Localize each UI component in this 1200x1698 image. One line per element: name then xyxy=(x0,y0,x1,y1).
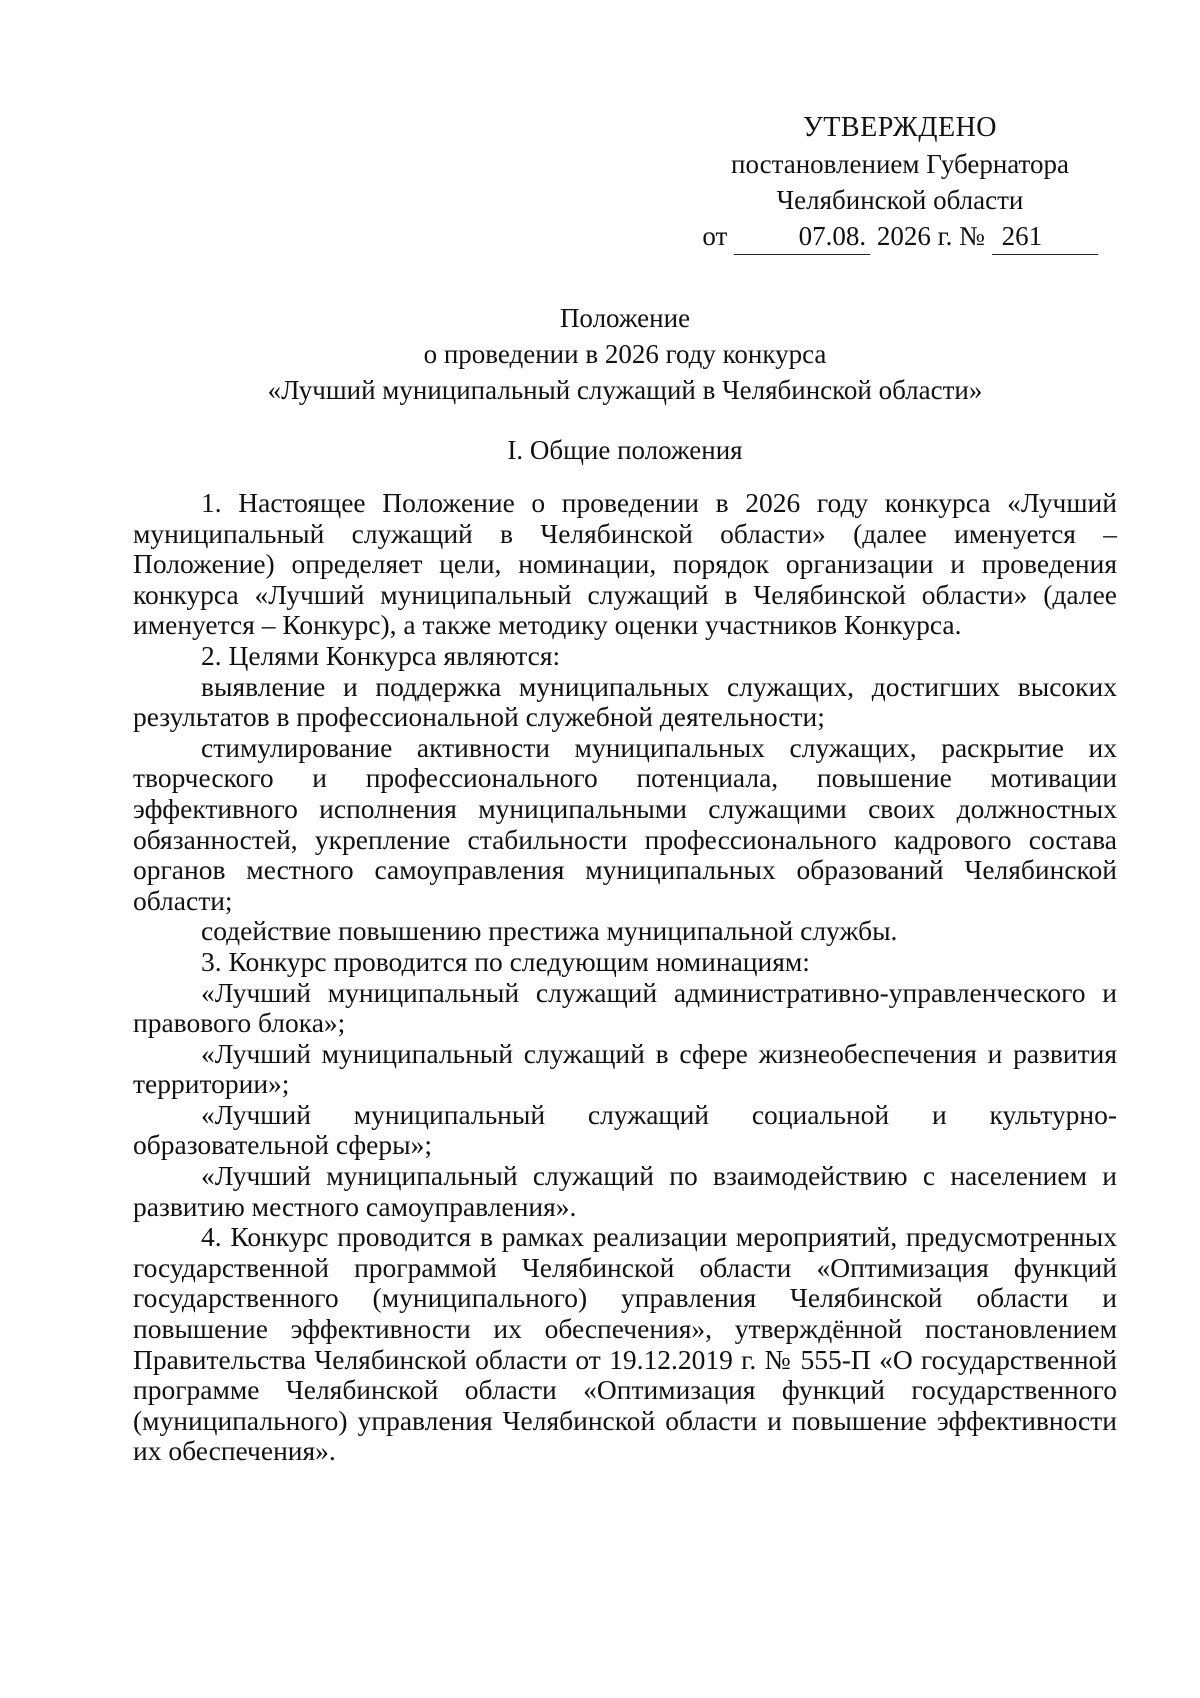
title-line-1: Положение xyxy=(559,303,691,333)
approval-number: 261 xyxy=(992,218,1098,255)
paragraph-goal-2: стимулирование активности муниципальных служащих, раскрытие их творческого и профессионального потенциала, повышение мотивации эффективного исполнения муниципальными служащими своих должностных обязанностей, укрепление стабильности профессионального кадрового состава органов местного самоуправления муниципальных образований Челябинской области; xyxy=(133,731,1117,916)
paragraph-2: 2. Целями Конкурса являются: xyxy=(201,639,561,671)
paragraph-goal-3: содействие повышению престижа муниципальной службы. xyxy=(201,915,898,947)
document-title xyxy=(130,300,1120,408)
title-line-3: «Лучший муниципальный служащий в Челябинской области» xyxy=(267,375,983,405)
approval-stamp-block xyxy=(700,110,1100,255)
approval-number-sign: № xyxy=(959,221,985,251)
approval-date: 07.08. xyxy=(734,218,870,255)
section-heading: I. Общие положения xyxy=(507,435,743,465)
paragraph-1: 1. Настоящее Положение о проведении в 2026 году конкурса «Лучший муниципальный служащий в Челябинской области» (далее именуется – Положение) определяет цели, номинации, порядок организации и проведения конкурса «Лучший муниципальный служащий в Челябинской области» (далее именуется – Конкурс), а также методику оценки участников Конкурса. xyxy=(133,487,1117,641)
paragraph-nomination-2: «Лучший муниципальный служащий в сфере жизнеобеспечения и развития территории»; xyxy=(133,1037,1117,1100)
paragraph-nomination-4: «Лучший муниципальный служащий по взаимодействию с населением и развитию местного самоуправления». xyxy=(133,1160,1117,1222)
approval-year: 2026 г. xyxy=(876,221,953,251)
approval-from-label: от xyxy=(702,221,728,251)
paragraph-goal-1: выявление и поддержка муниципальных служащих, достигших высоких результатов в профессиональной служебной деятельности; xyxy=(133,670,1117,733)
paragraph-3: 3. Конкурс проводится по следующим номинациям: xyxy=(201,945,810,977)
approval-title: УТВЕРЖДЕНО xyxy=(802,112,998,143)
paragraph-4: 4. Конкурс проводится в рамках реализации мероприятий, предусмотренных государственной программой Челябинской области «Оптимизация функций государственного (муниципального) управления Челябинской области и повышение эффективности их обеспечения», утверждённой постановлением Правительства Челябинской области от 19.12.2019 г. № 555-П «О государственной программе Челябинской области «Оптимизация функций государственного (муниципального) управления Челябинской области и повышение эффективности их обеспечения». xyxy=(133,1221,1117,1467)
title-line-2: о проведении в 2026 году конкурса xyxy=(423,339,827,369)
document-body xyxy=(133,488,1117,1467)
approval-line-decree: постановлением Губернатора xyxy=(731,149,1069,179)
paragraph-nomination-3: «Лучший муниципальный служащий социальной и культурно-образовательной сферы»; xyxy=(133,1098,1117,1161)
paragraph-nomination-1: «Лучший муниципальный служащий административно-управленческого и правового блока»; xyxy=(133,976,1117,1039)
approval-line-region: Челябинской области xyxy=(776,185,1024,215)
approval-date-row xyxy=(700,218,1100,255)
